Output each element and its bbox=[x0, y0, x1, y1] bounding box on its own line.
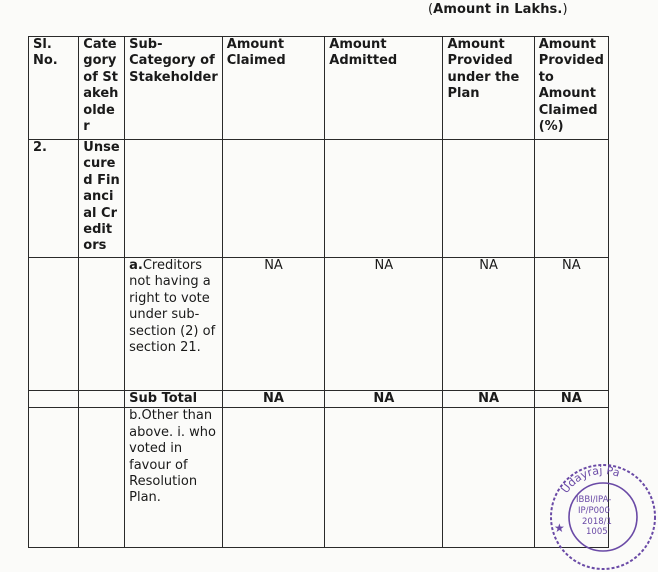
cell-sl-no: 2. bbox=[29, 140, 79, 258]
unit-note-text: Amount in Lakhs. bbox=[433, 2, 563, 17]
seal-line-1: IBBI/IPA- bbox=[576, 495, 612, 505]
cell-subtotal-admitted: NA bbox=[325, 391, 443, 408]
seal-ring-text: Udayraj Pa bbox=[558, 463, 622, 496]
cell-subtotal-claimed: NA bbox=[222, 391, 325, 408]
cell-empty bbox=[79, 391, 125, 408]
amount-unit-note: (Amount in Lakhs.) bbox=[428, 2, 568, 17]
cell-subtotal-percent: NA bbox=[534, 391, 608, 408]
cell-percent-a: NA bbox=[534, 258, 608, 391]
header-sub-category: Sub-Category of Stakeholder bbox=[125, 37, 223, 140]
header-amount-claimed: Amount Claimed bbox=[222, 37, 325, 140]
cell-empty bbox=[79, 408, 125, 548]
table-row-creditors-b bbox=[29, 408, 609, 548]
cell-category: Unsecured Financial Creditors bbox=[79, 140, 125, 258]
cell-empty bbox=[29, 391, 79, 408]
header-category: Category of Stakeholder bbox=[79, 37, 125, 140]
stakeholder-claims-table bbox=[28, 36, 612, 548]
header-amount-admitted: Amount Admitted bbox=[325, 37, 443, 140]
resolution-professional-seal bbox=[548, 462, 658, 572]
table-row-subtotal bbox=[29, 391, 609, 408]
cell-empty bbox=[29, 258, 79, 391]
table-row-creditors-a bbox=[29, 258, 609, 391]
cell-empty bbox=[29, 408, 79, 548]
cell-provided-a: NA bbox=[443, 258, 534, 391]
cell-sub-category-b: b.Other than above. i. who voted in favour of Resolution Plan. bbox=[125, 408, 223, 548]
seal-line-2: IP/P000 bbox=[578, 506, 610, 516]
cell-admitted-a: NA bbox=[325, 258, 443, 391]
seal-star-icon: ★ bbox=[554, 521, 565, 535]
cell-empty bbox=[222, 140, 325, 258]
header-sl-no: Sl. No. bbox=[29, 37, 79, 140]
seal-line-4: 1005 bbox=[586, 527, 608, 537]
cell-empty bbox=[222, 408, 325, 548]
cell-empty bbox=[443, 140, 534, 258]
table-row-section bbox=[29, 140, 609, 258]
cell-empty bbox=[443, 408, 534, 548]
cell-subtotal-provided: NA bbox=[443, 391, 534, 408]
header-row bbox=[29, 37, 609, 140]
cell-subtotal-label: Sub Total bbox=[125, 391, 223, 408]
cell-empty bbox=[534, 140, 608, 258]
cell-empty bbox=[325, 408, 443, 548]
seal-line-3: 2018/1 bbox=[582, 517, 612, 527]
header-amount-provided: Amount Provided under the Plan bbox=[443, 37, 534, 140]
cell-sub-category-a: a.Creditors not having a right to vote under sub-section (2) of section 21. bbox=[125, 258, 223, 391]
cell-claimed-a: NA bbox=[222, 258, 325, 391]
cell-empty bbox=[125, 140, 223, 258]
cell-empty bbox=[79, 258, 125, 391]
cell-empty bbox=[325, 140, 443, 258]
header-amount-percent: Amount Provided to Amount Claimed (%) bbox=[534, 37, 608, 140]
